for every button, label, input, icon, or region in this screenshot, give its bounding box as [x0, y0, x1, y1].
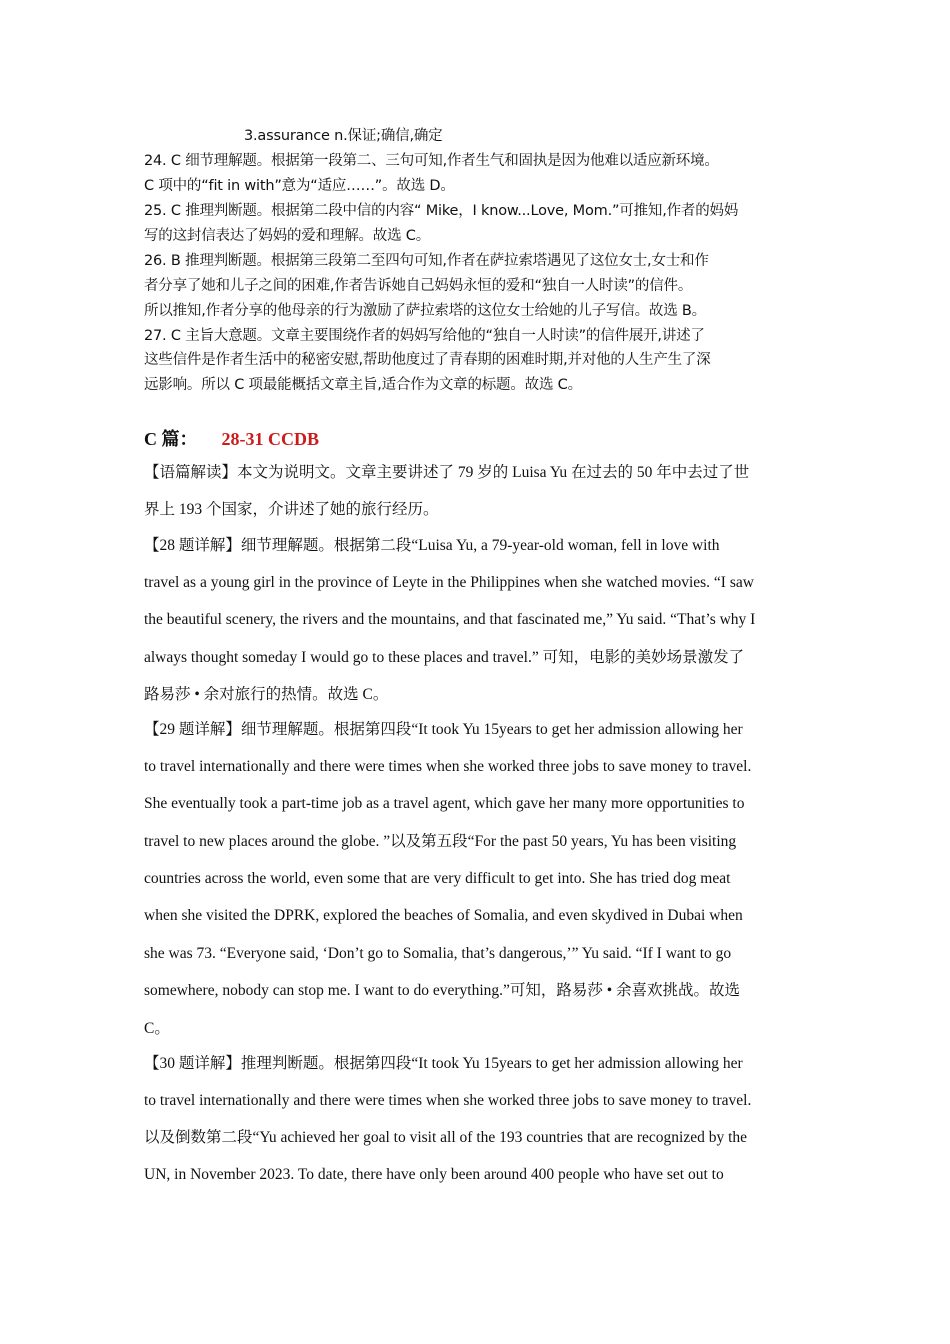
text-line: 界上 193 个国家，介讲述了她的旅行经历。: [144, 501, 439, 518]
text-line: to travel internationally and there were times when she worked three jobs to save money to travel.: [144, 758, 752, 775]
text-line: UN, in November 2023. To date, there have only been around 400 people who have set out to: [144, 1166, 724, 1183]
text-line: the beautiful scenery, the rivers and the mountains, and that fascinated me,” Yu said. “That’s why I: [144, 611, 756, 628]
section-label: C 篇：: [144, 429, 198, 449]
text-line: 25. C 推理判断题。根据第二段中信的内容“ Mike，I know...Love, Mom.”可推知,作者的妈妈: [144, 203, 739, 219]
text-line: when she visited the DPRK, explored the beaches of Somalia, and even skydived in Dubai when: [144, 907, 743, 924]
text-line: 远影响。所以 C 项最能概括文章主旨,适合作为文章的标题。故选 C。: [144, 377, 582, 393]
text-line: travel to new places around the globe. ”以及第五段“For the past 50 years, Yu has been visiting: [144, 833, 737, 850]
text-line: 以及倒数第二段“Yu achieved her goal to visit all of the 193 countries that are recognized by the: [144, 1129, 748, 1146]
text-line: 【28 题详解】细节理解题。根据第二段“Luisa Yu, a 79-year-old woman, fell in love with: [144, 537, 720, 554]
text-line: travel as a young girl in the province of Leyte in the Philippines when she watched movies. “I saw: [144, 574, 754, 591]
text-line: She eventually took a part-time job as a travel agent, which gave her many more opportunities to: [144, 795, 745, 812]
text-line: 27. C 主旨大意题。文章主要围绕作者的妈妈写给他的“独自一人时读”的信件展开,讲述了: [144, 328, 705, 344]
text-line: 24. C 细节理解题。根据第一段第二、三句可知,作者生气和固执是因为他难以适应新环境。: [144, 153, 719, 169]
text-line: 【30 题详解】推理判断题。根据第四段“It took Yu 15years to get her admission allowing her: [144, 1055, 743, 1072]
text-line: 【语篇解读】本文为说明文。文章主要讲述了 79 岁的 Luisa Yu 在过去的 50 年中去过了世: [144, 464, 750, 481]
text-line: 者分享了她和儿子之间的困难,作者告诉她自己妈妈永恒的爱和“独自一人时读”的信件。: [144, 278, 693, 294]
text-line: somewhere, nobody can stop me. I want to do everything.”可知，路易莎 • 余喜欢挑战。故选: [144, 982, 741, 999]
text-line: 所以推知,作者分享的他母亲的行为激励了萨拉索塔的这位女士给她的儿子写信。故选 B。: [144, 303, 706, 319]
text-line: 写的这封信表达了妈妈的爱和理解。故选 C。: [144, 228, 431, 244]
text-line: she was 73. “Everyone said, ‘Don’t go to Somalia, that’s dangerous,’” Yu said. “If I want to go: [144, 945, 732, 962]
vocab-line: 3.assurance n.保证;确信,确定: [244, 128, 443, 144]
text-line: 路易莎 • 余对旅行的热情。故选 C。: [144, 686, 389, 703]
text-line: 这些信件是作者生活中的秘密安慰,帮助他度过了青春期的困难时期,并对他的人生产生了深: [144, 352, 711, 368]
text-line: 26. B 推理判断题。根据第三段第二至四句可知,作者在萨拉索塔遇见了这位女士,女士和作: [144, 253, 709, 269]
text-line: always thought someday I would go to these places and travel.” 可知，电影的美妙场景激发了: [144, 649, 745, 666]
text-line: to travel internationally and there were times when she worked three jobs to save money to travel.: [144, 1092, 752, 1109]
text-line: 【29 题详解】细节理解题。根据第四段“It took Yu 15years to get her admission allowing her: [144, 721, 743, 738]
text-line: countries across the world, even some that are very difficult to get into. She has tried dog meat: [144, 870, 731, 887]
section-answers: 28-31 CCDB: [221, 429, 319, 449]
section-heading: [144, 425, 319, 451]
text-line: C 项中的“fit in with”意为“适应……”。故选 D。: [144, 178, 455, 194]
text-line: C。: [144, 1020, 170, 1037]
